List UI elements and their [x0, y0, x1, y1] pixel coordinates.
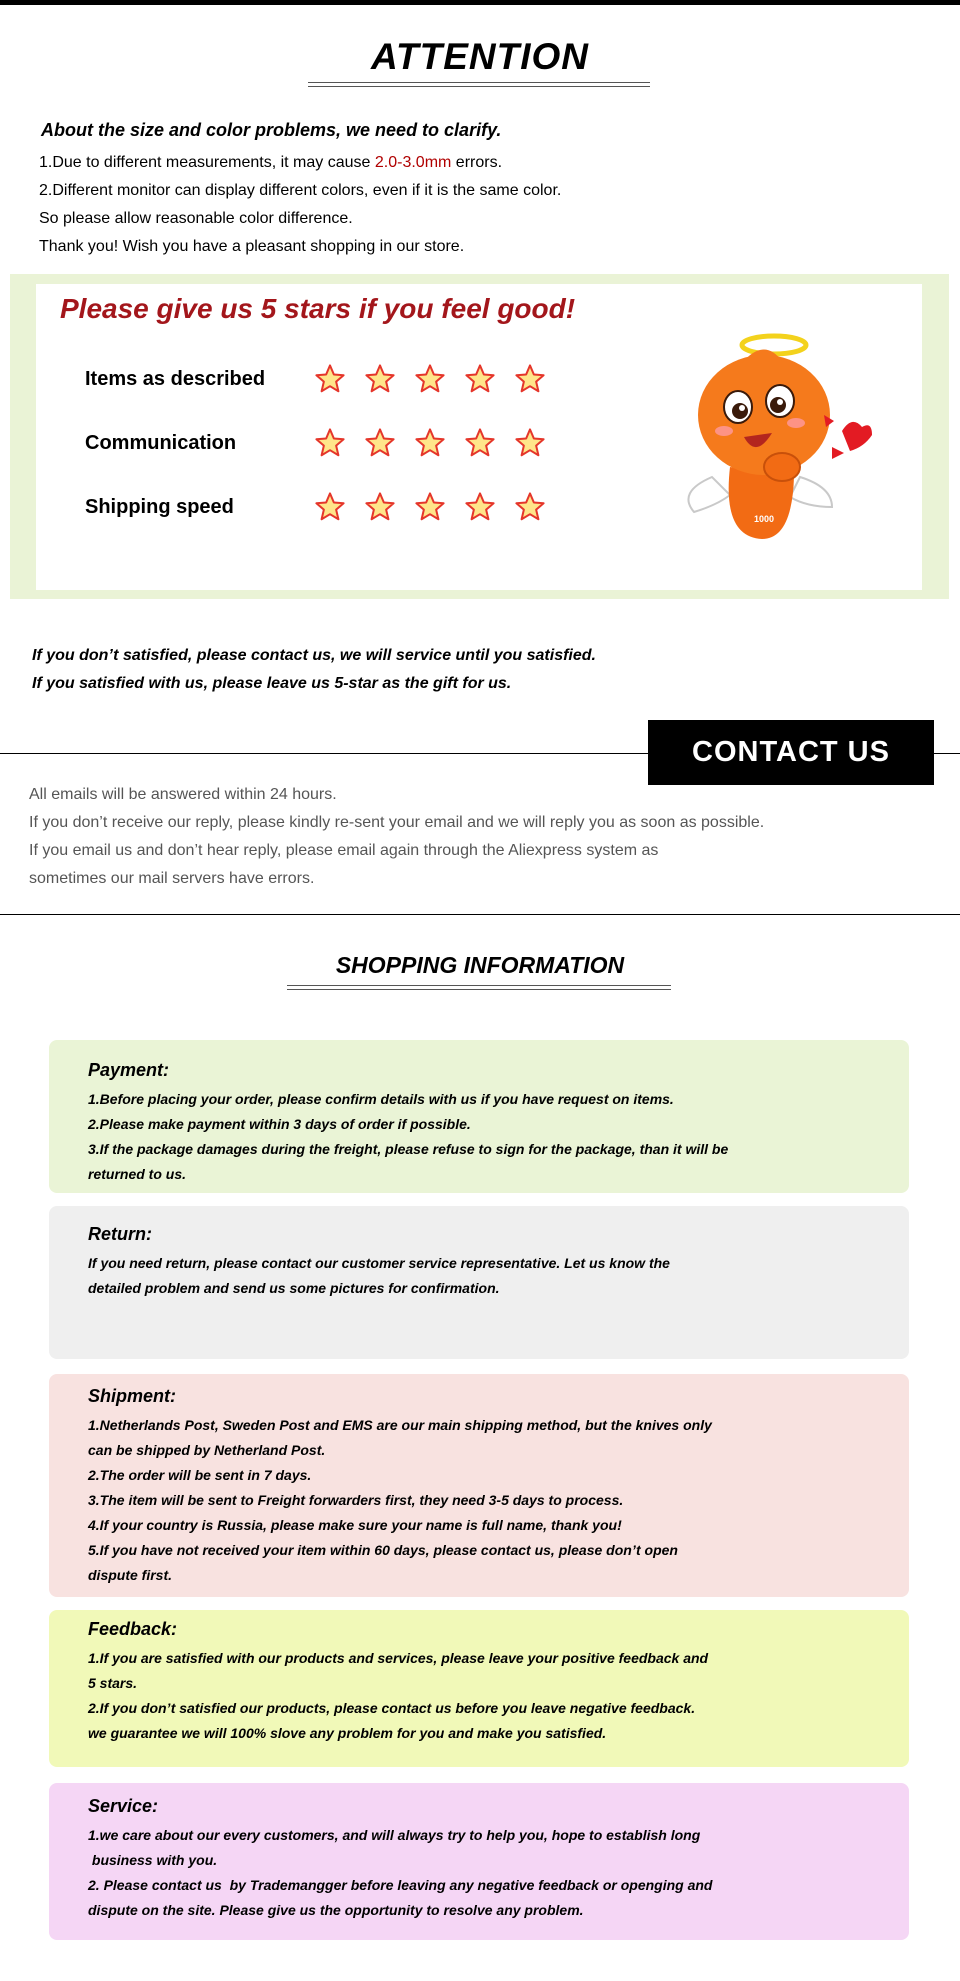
shipment-line-5: 4.If your country is Russia, please make sure your name is full name, thank you!	[88, 1517, 622, 1533]
star-icon[interactable]	[364, 427, 396, 459]
mascot-badge-text: 1000	[754, 514, 775, 524]
return-title: Return:	[88, 1224, 152, 1244]
service-line-3: 2. Please contact us by Trademangger before leaving any negative feedback or openging and	[88, 1877, 713, 1893]
return-card	[49, 1206, 909, 1359]
star-icon[interactable]	[414, 491, 446, 523]
satisfaction-line-2: If you satisfied with us, please leave us 5-star as the gift for us.	[32, 675, 512, 692]
contact-line-3: If you email us and don’t hear reply, please email again through the Aliexpress system as	[29, 842, 659, 859]
star-icon[interactable]	[314, 491, 346, 523]
attention-title: ATTENTION	[371, 36, 589, 77]
star-icon[interactable]	[464, 363, 496, 395]
feedback-line-2: 5 stars.	[88, 1675, 138, 1691]
service-line-2: business with you.	[88, 1852, 218, 1868]
shipment-line-1: 1.Netherlands Post, Sweden Post and EMS are our main shipping method, but the knives only	[88, 1417, 712, 1433]
attention-title-underline	[308, 82, 650, 87]
star-icon[interactable]	[464, 427, 496, 459]
return-line-1: If you need return, please contact our customer service representative. Let us know the	[88, 1255, 670, 1271]
contact-line-1: All emails will be answered within 24 hours.	[29, 786, 337, 803]
payment-line-3: 3.If the package damages during the freight, please refuse to sign for the package, than it will be	[88, 1141, 729, 1157]
mascot-eye-right	[770, 397, 786, 413]
rating-stars-communication	[314, 427, 546, 459]
shipment-line-3: 2.The order will be sent in 7 days.	[88, 1467, 312, 1483]
attention-subtitle: About the size and color problems, we need to clarify.	[41, 120, 502, 140]
payment-title: Payment:	[88, 1060, 170, 1080]
payment-card	[49, 1040, 909, 1193]
shipment-title: Shipment:	[88, 1386, 176, 1406]
attention-line-1-text: 1.Due to different measurements, it may cause	[39, 154, 375, 171]
mascot-head	[698, 355, 830, 475]
wing-right	[790, 477, 832, 507]
shipment-line-4: 3.The item will be sent to Freight forwarders first, they need 3-5 days to process.	[88, 1492, 624, 1508]
star-icon[interactable]	[364, 363, 396, 395]
service-card	[49, 1783, 909, 1940]
star-icon[interactable]	[414, 427, 446, 459]
star-icon[interactable]	[514, 491, 546, 523]
angel-mascot-illustration	[682, 327, 882, 547]
rating-stars-items	[314, 363, 546, 395]
payment-line-2: 2.Please make payment within 3 days of order if possible.	[88, 1116, 471, 1132]
rating-title: Please give us 5 stars if you feel good!	[60, 293, 576, 324]
attention-line-2: 2.Different monitor can display different colors, even if it is the same color.	[39, 182, 562, 199]
rating-stars-shipping	[314, 491, 546, 523]
star-icon[interactable]	[314, 427, 346, 459]
feedback-line-1: 1.If you are satisfied with our products and services, please leave your positive feedback and	[88, 1650, 709, 1666]
star-icon[interactable]	[514, 427, 546, 459]
rating-label-items: Items as described	[85, 368, 266, 390]
wing-left	[688, 477, 730, 512]
shipment-card	[49, 1374, 909, 1597]
payment-line-4: returned to us.	[88, 1166, 187, 1182]
rating-label-shipping: Shipping speed	[85, 496, 234, 518]
shipment-line-2: can be shipped by Netherland Post.	[88, 1442, 326, 1458]
payment-line-1: 1.Before placing your order, please confirm details with us if you have request on items.	[88, 1091, 674, 1107]
attention-line-1	[39, 154, 502, 172]
satisfaction-line-1: If you don’t satisfied, please contact us, we will service until you satisfied.	[32, 647, 596, 664]
halo-icon	[742, 336, 806, 354]
heart-icon	[842, 422, 872, 451]
star-icon[interactable]	[414, 363, 446, 395]
contact-us-banner: CONTACT US	[648, 720, 934, 785]
service-title: Service:	[88, 1796, 159, 1816]
attention-line-1-end: errors.	[451, 154, 503, 171]
feedback-line-4: we guarantee we will 100% slove any problem for you and make you satisfied.	[88, 1725, 607, 1741]
attention-line-4: Thank you! Wish you have a pleasant shopping in our store.	[39, 238, 465, 255]
top-border	[0, 0, 960, 5]
service-line-1: 1.we care about our every customers, and will always try to help you, hope to establish long	[88, 1827, 701, 1843]
service-line-4: dispute on the site. Please give us the opportunity to resolve any problem.	[88, 1902, 584, 1918]
star-icon[interactable]	[464, 491, 496, 523]
feedback-title: Feedback:	[88, 1619, 178, 1639]
error-range-highlight: 2.0-3.0mm	[374, 154, 452, 171]
contact-line-2: If you don’t receive our reply, please kindly re-sent your email and we will reply you as soon as possible.	[29, 814, 765, 831]
contact-bottom-divider	[0, 914, 960, 915]
shopping-info-title: SHOPPING INFORMATION	[335, 952, 625, 978]
shopping-info-underline	[287, 985, 671, 990]
mascot-eye-left	[732, 403, 748, 419]
mascot-hands	[764, 453, 800, 481]
feedback-card	[49, 1610, 909, 1767]
feedback-line-3: 2.If you don’t satisfied our products, please contact us before you leave negative feedback.	[88, 1700, 696, 1716]
star-icon[interactable]	[364, 491, 396, 523]
star-icon[interactable]	[314, 363, 346, 395]
shipment-line-7: dispute first.	[88, 1567, 173, 1583]
attention-line-3: So please allow reasonable color difference.	[39, 210, 353, 227]
contact-line-4: sometimes our mail servers have errors.	[29, 870, 315, 887]
star-icon[interactable]	[514, 363, 546, 395]
return-line-2: detailed problem and send us some pictures for confirmation.	[88, 1280, 500, 1296]
rating-label-communication: Communication	[85, 432, 237, 454]
shipment-line-6: 5.If you have not received your item within 60 days, please contact us, please don’t open	[88, 1542, 678, 1558]
